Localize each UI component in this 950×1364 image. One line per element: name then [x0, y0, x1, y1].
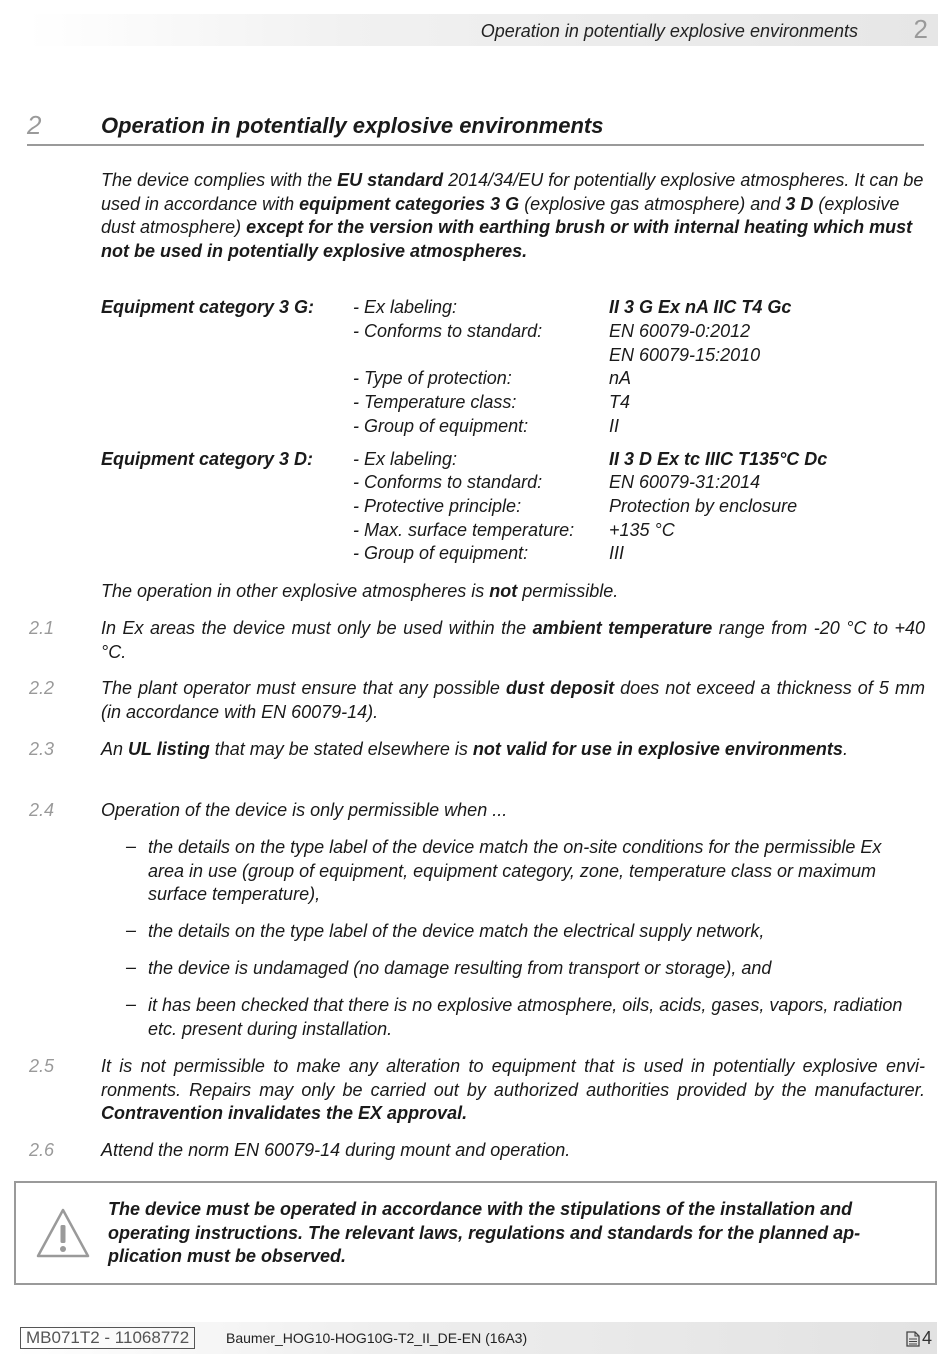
spec-value: T4 — [609, 392, 631, 412]
spec-value: EN 60079-31:2014 — [609, 472, 761, 492]
spec-value: III — [609, 543, 625, 563]
spec-value: nA — [609, 368, 632, 388]
spec-label: - Conforms to standard: — [353, 321, 543, 341]
spec-label: - Type of protection: — [353, 368, 512, 388]
bullet-dash: – — [126, 920, 137, 940]
page-indicator — [906, 1328, 932, 1349]
item-2-2-text: The plant operator must ensure that any possible dust deposit does not exceed a thickness of 5 mm (in accordance with EN 60079-14). — [101, 678, 925, 722]
header-chapter-number: 2 — [913, 14, 928, 44]
item-number: 2.5 — [29, 1056, 55, 1076]
item-2-5-text: It is not permissible to make any alteration to equipment that is used in potentially explosive environments. Repairs may only be carried out by authorized authorities provided by the manufacturer. Contravention invalidates the EX approval. — [101, 1056, 925, 1123]
section-number: 2 — [27, 110, 42, 140]
spec-value: II 3 G Ex nA IIC T4 Gc — [609, 297, 792, 317]
section-title: Operation in potentially explosive environments — [101, 113, 604, 138]
spec-value: II 3 D Ex tc IIIC T135°C Dc — [609, 449, 828, 469]
spec-label: - Group of equipment: — [353, 543, 529, 563]
spec-value: EN 60079-15:2010 — [609, 345, 761, 365]
item-2-4-text: Operation of the device is only permissible when ... — [101, 800, 508, 820]
bullet-dash: – — [126, 957, 137, 977]
spec-label: - Conforms to standard: — [353, 472, 543, 492]
spec-label: - Max. surface temperature: — [353, 520, 575, 540]
other-atmospheres-note: The operation in other explosive atmospheres is not permissible. — [101, 581, 619, 601]
warning-text: The device must be operated in accordance with the stipulations of the installation and operating instructions. The relevant laws, regulations and standards for the planned application must be observed. — [108, 1199, 861, 1266]
spec-label: - Ex labeling: — [353, 449, 458, 469]
bullet-item: the device is undamaged (no damage resulting from transport or storage), and — [148, 958, 772, 978]
document-code: MB071T2 - 11068772 — [20, 1327, 195, 1349]
item-number: 2.3 — [29, 739, 55, 759]
spec-label: - Protective principle: — [353, 496, 522, 516]
item-number: 2.1 — [29, 618, 55, 638]
item-2-3-text: An UL listing that may be stated elsewhere is not valid for use in explosive environments. — [101, 739, 848, 759]
item-number: 2.4 — [29, 800, 55, 820]
bullet-dash: – — [126, 994, 137, 1014]
category-3g-title: Equipment category 3 G: — [101, 297, 315, 317]
spec-value: II — [609, 416, 620, 436]
intro-paragraph: The device complies with the EU standard 2014/34/EU for potentially explosive atmospheres. It can be used in accordance with equipment categories 3 G (explosive gas atmosphere) and 3 D (explosive dust atmosphere) except for the version with earthing brush or with internal heating which must not be used in potentially explosive atmospheres. — [101, 170, 924, 261]
item-2-1-text: In Ex areas the device must only be used within the ambient temperature range from -20 °C to +40 °C. — [101, 618, 925, 662]
header-title: Operation in potentially explosive environments — [480, 21, 858, 41]
page-number: 4 — [921, 1328, 932, 1348]
spec-value: Protection by enclosure — [609, 496, 798, 516]
spec-label: - Temperature class: — [353, 392, 517, 412]
spec-value: EN 60079-0:2012 — [609, 321, 751, 341]
section-divider — [27, 144, 924, 146]
spec-label: - Ex labeling: — [353, 297, 458, 317]
category-3d-title: Equipment category 3 D: — [101, 449, 314, 469]
item-number: 2.2 — [29, 678, 55, 698]
bullet-item: it has been checked that there is no explosive atmosphere, oils, acids, gases, vapors, radiation etc. present during installation. — [148, 995, 903, 1039]
bullet-item: the details on the type label of the device match the electrical supply network, — [148, 921, 765, 941]
warning-box — [14, 1181, 937, 1285]
spec-label: - Group of equipment: — [353, 416, 529, 436]
bullet-item: the details on the type label of the device match the on-site conditions for the permissible Ex area in use (group of equipment, equipment category, zone, temperature class or maximum surface temperature), — [148, 837, 882, 904]
bullet-dash: – — [126, 836, 137, 856]
document-page-icon — [906, 1331, 920, 1347]
item-2-6-text: Attend the norm EN 60079-14 during mount and operation. — [101, 1140, 571, 1160]
item-number: 2.6 — [29, 1140, 55, 1160]
spec-value: +135 °C — [609, 520, 675, 540]
warning-triangle-icon — [36, 1207, 90, 1259]
document-filename: Baumer_HOG10-HOG10G-T2_II_DE-EN (16A3) — [226, 1330, 528, 1346]
